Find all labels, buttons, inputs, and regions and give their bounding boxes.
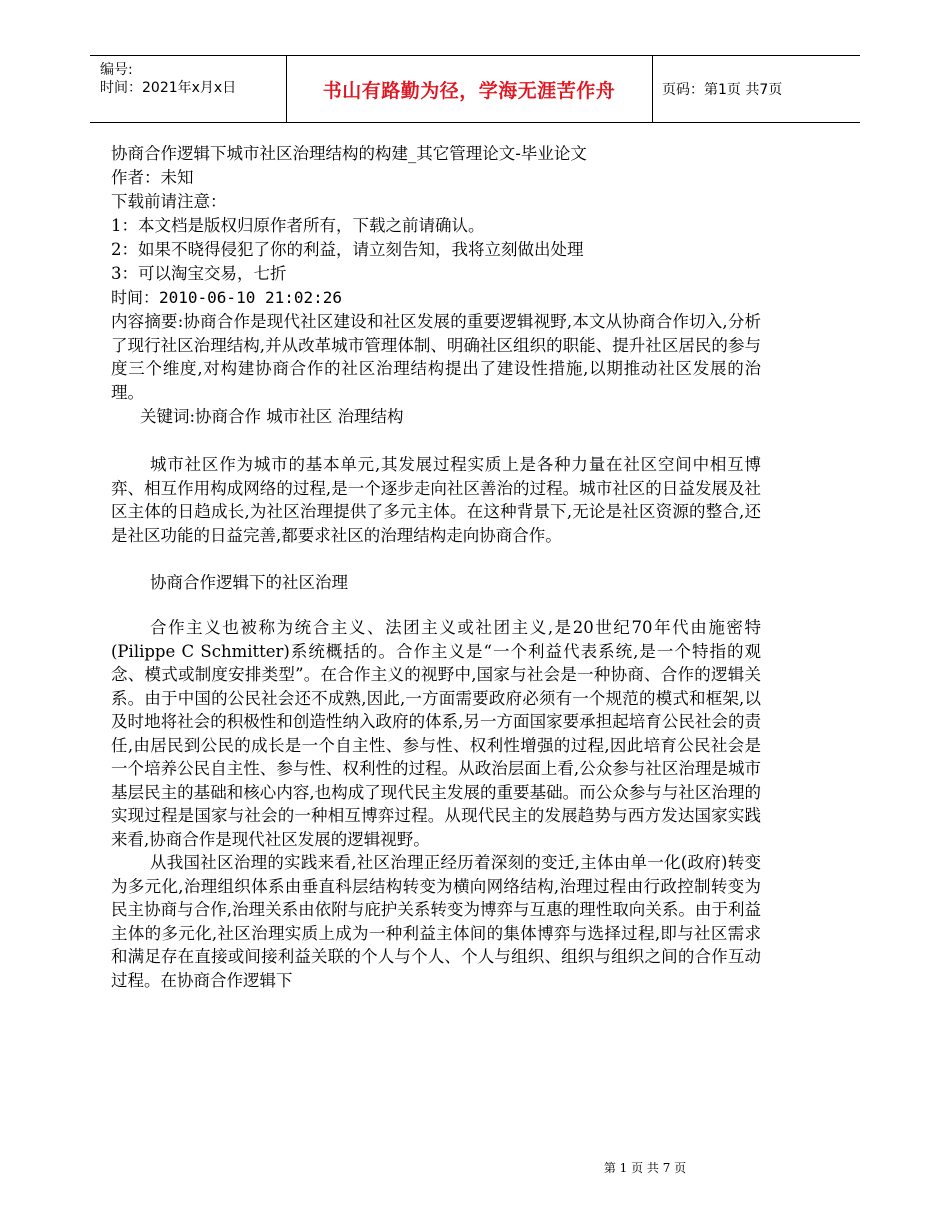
abstract-paragraph: 内容摘要:协商合作是现代社区建设和社区发展的重要逻辑视野,本文从协商合作切入,分析了现行社区治理结构,并从改革城市管理体制、明确社区组织的职能、提升社区居民的参与度三个维度,对构建协商合作的社区治理结构提出了建设性措施,以期推动社区发展的治理。 — [111, 312, 761, 402]
motto-text: 书山有路勤为径，学海无涯苦作舟 — [322, 80, 616, 102]
notice-item-1: 1：本文档是版权归原作者所有，下载之前请确认。 — [111, 216, 485, 235]
header-page-cell — [652, 56, 860, 122]
article-title: 协商合作逻辑下城市社区治理结构的构建_其它管理论文-毕业论文 — [111, 144, 587, 163]
body-paragraph-2: 合作主义也被称为统合主义、法团主义或社团主义,是20世纪70年代由施密特(Pilippe C Schmitter)系统概括的。合作主义是“一个利益代表系统,是一个特指的观念、模式或制度安排类型”。在合作主义的视野中,国家与社会是一种协商、合作的逻辑关系。由于中国的公民社会还不成熟,因此,一方面需要政府必须有一个规范的模式和框架,以及时地将社会的积极性和创造性纳入政府的体系,另一方面国家要承担起培育公民社会的责任,由居民到公民的成长是一个自主性、参与性、权利性增强的过程,因此培育公民社会是一个培养公民自主性、参与性、权利性的过程。从政治层面上看,公众参与社区治理是城市基层民主的基础和核心内容,也构成了现代民主发展的重要基础。而公众参与与社区治理的实现过程是国家与社会的一种相互博弈过程。从现代民主的发展趋势与西方发达国家实践来看,协商合作是现代社区发展的逻辑视野。 — [111, 618, 761, 849]
document-body — [111, 142, 761, 992]
document-number-label: 编号: — [100, 62, 133, 78]
page-footer: 第 1 页 共 7 页 — [603, 1161, 687, 1175]
header-motto-cell — [286, 56, 653, 122]
keywords-line: 关键词:协商合作 城市社区 治理结构 — [140, 407, 404, 426]
body-paragraph-1: 城市社区作为城市的基本单元,其发展过程实质上是各种力量在社区空间中相互博弈、相互作用构成网络的过程,是一个逐步走向社区善治的过程。城市社区的日益发展及社区主体的日趋成长,为社区治理提供了多元主体。在这种背景下,无论是社区资源的整合,还是社区功能的日益完善,都要求社区的治理结构走向协商合作。 — [111, 455, 761, 545]
document-time-label: 时间：2021年x月x日 — [100, 80, 237, 96]
notice-heading: 下载前请注意： — [111, 192, 227, 211]
section-heading: 协商合作逻辑下的社区治理 — [150, 573, 348, 592]
header-meta-cell — [90, 56, 287, 122]
body-paragraph-3: 从我国社区治理的实践来看,社区治理正经历着深刻的变迁,主体由单一化(政府)转变为多元化,治理组织体系由垂直科层结构转变为横向网络结构,治理过程由行政控制转变为民主协商与合作,治理关系由依附与庇护关系转变为博弈与互惠的理性取向关系。由于利益主体的多元化,社区治理实质上成为一种利益主体间的集体博弈与选择过程,即与社区需求和满足存在直接或间接利益关联的个人与个人、个人与组织、组织与组织之间的合作互动过程。在协商合作逻辑下 — [111, 853, 761, 990]
notice-item-3: 3：可以淘宝交易，七折 — [111, 264, 287, 283]
publish-time: 时间：2010-06-10 21:02:26 — [111, 288, 343, 307]
article-author: 作者：未知 — [111, 168, 194, 187]
notice-item-2: 2：如果不晓得侵犯了你的利益，请立刻告知，我将立刻做出处理 — [111, 240, 584, 259]
page-number-label: 页码：第1页 共7页 — [662, 82, 783, 98]
page-header — [90, 55, 860, 123]
